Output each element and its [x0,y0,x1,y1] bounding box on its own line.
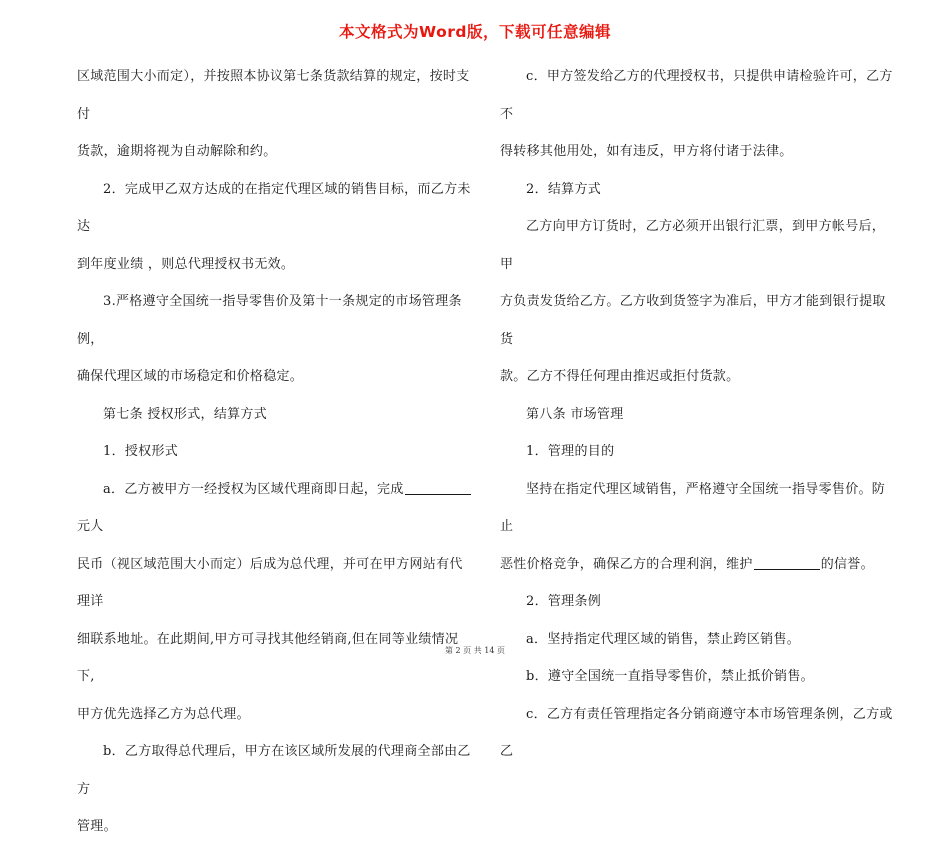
section-heading: 2．结算方式 [526,181,602,197]
article-heading: 第七条 授权形式，结算方式 [103,406,268,422]
paragraph: 得转移其他用处，如有违反，甲方将付诸于法律。 [500,144,793,159]
format-notice-banner: 本文格式为Word版，下载可任意编辑 [339,23,611,41]
paragraph [77,471,472,546]
paragraph: 货款，逾期将视为自动解除和约。 [77,144,277,159]
fill-in-blank [405,482,471,495]
paragraph: 到年度业绩 ，则总代理授权书无效。 [77,256,295,272]
section-heading: 2．管理条例 [526,594,602,609]
paragraph: c．乙方有责任管理指定各分销商遵守本市场管理条例，乙方或乙 [500,706,893,759]
paragraph: c．甲方签发给乙方的代理授权书，只提供申请检验许可，乙方不 [500,69,893,122]
text-segment: 元人 [77,519,104,534]
paragraph [500,546,895,584]
paragraph: 区域范围大小而定），并按照本协议第七条货款结算的规定，按时支付 [77,69,470,122]
paragraph: b．乙方取得总代理后，甲方在该区域所发展的代理商全部由乙方 [77,744,471,797]
section-heading: 1．管理的目的 [526,444,615,459]
text-segment: 的信誉。 [820,556,874,572]
paragraph: 3.严格遵守全国统一指导零售价及第十一条规定的市场管理条例， [77,294,462,347]
paragraph: a．坚持指定代理区域的销售，禁止跨区销售。 [526,631,801,647]
section-heading: 1．授权形式 [103,444,179,459]
paragraph: 甲方优先选择乙方为总代理。 [77,706,250,722]
paragraph: 款。乙方不得任何理由推迟或拒付货款。 [500,369,740,384]
paragraph: 民币（视区域范围大小而定）后成为总代理，并可在甲方网站有代理详 [77,556,463,609]
fill-in-blank [754,557,820,570]
right-column [500,58,895,771]
paragraph: 坚持在指定代理区域销售，严格遵守全国统一指导零售价。防止 [500,481,886,534]
paragraph: b．遵守全国统一直指导零售价，禁止抵价销售。 [526,669,814,684]
paragraph: 细联系地址。在此期间,甲方可寻找其他经销商,但在同等业绩情况下, [77,631,459,684]
paragraph: 乙方向甲方订货时，乙方必须开出银行汇票，到甲方帐号后，甲 [500,219,886,272]
paragraph: 2．完成甲乙双方达成的在指定代理区域的销售目标，而乙方未达 [77,181,471,234]
article-heading: 第八条 市场管理 [526,406,624,422]
page-number: 第 2 页 共 14 页 [445,646,505,655]
text-segment: a．乙方被甲方一经授权为区域代理商即日起，完成 [103,481,404,497]
left-column [77,58,472,846]
paragraph: 管理。 [77,819,117,834]
paragraph: 方负责发货给乙方。乙方收到货签字为准后，甲方才能到银行提取货 [500,294,886,347]
paragraph: 确保代理区域的市场稳定和价格稳定。 [77,369,304,384]
text-segment: 恶性价格竞争，确保乙方的合理利润，维护 [500,556,753,572]
